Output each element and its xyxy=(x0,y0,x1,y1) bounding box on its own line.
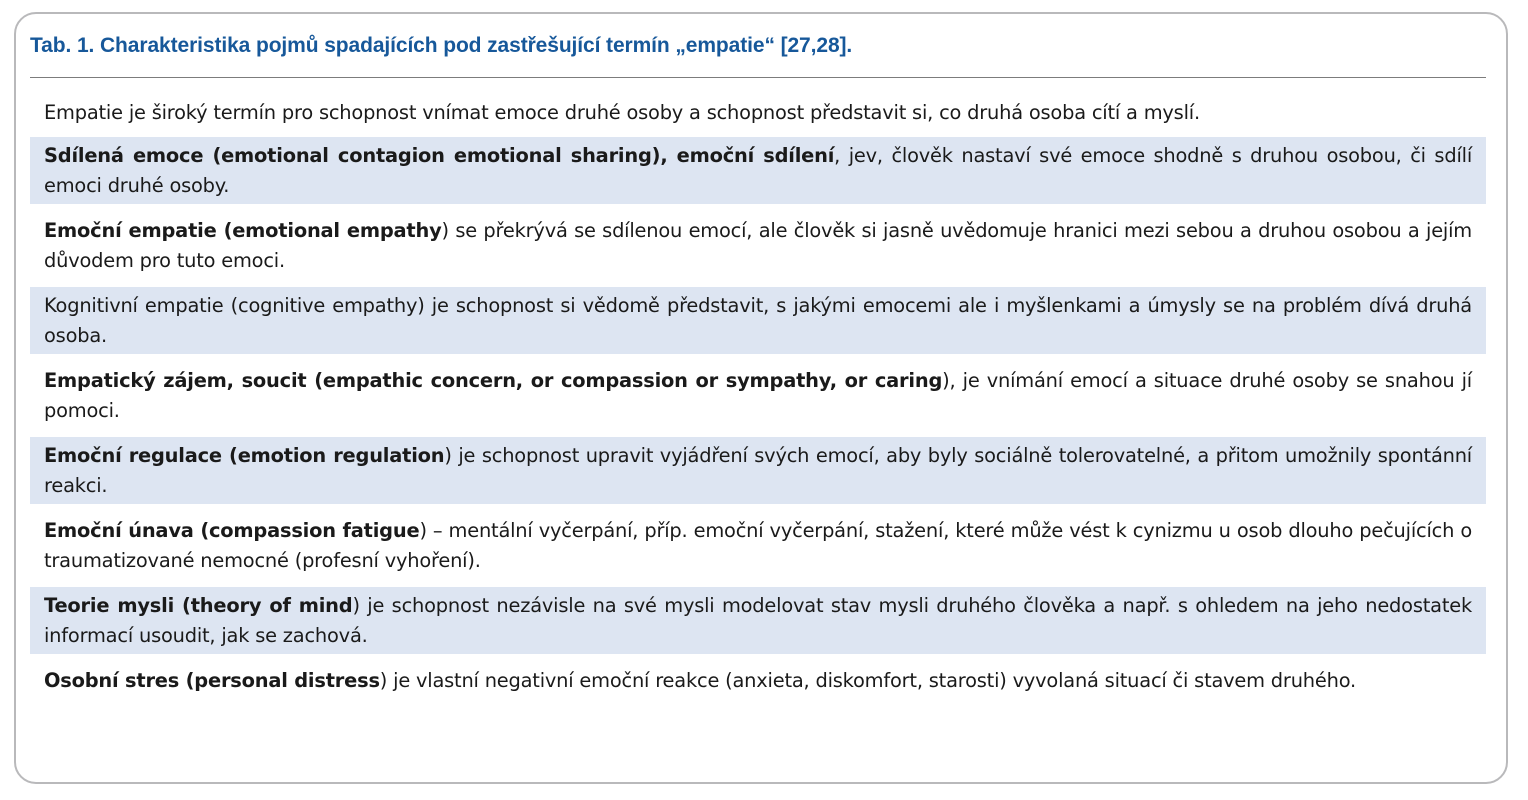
table-row xyxy=(30,97,1486,129)
table-row xyxy=(30,137,1486,204)
table-caption: Tab. 1. Charakteristika pojmů spadajících pod zastřešující termín „empatie“ [27,28]. xyxy=(30,34,853,57)
row-text: ) – mentální vyčerpání, příp. emoční vyčerpání, stažení, které může vést k cynizmu u osob dlouho pečujících o traumatizované nemocné (profesní vyhoření). xyxy=(44,519,1473,572)
term-bold: Osobní stres (personal distress xyxy=(44,669,380,692)
table-row xyxy=(30,662,1486,729)
row-text: Kognitivní empatie (cognitive empathy) je schopnost si vědomě představit, s jakými emocemi ale i myšlenkami a úmysly se na problém dívá druhá osoba. xyxy=(44,294,1472,347)
term-bold: Emoční empatie (emotional empathy xyxy=(44,219,442,242)
table-row xyxy=(30,362,1486,429)
caption-divider xyxy=(30,77,1486,78)
row-text: ), je vnímání emocí a situace druhé osoby se snahou jí pomoci. xyxy=(44,369,1472,422)
table-row xyxy=(30,587,1486,654)
term-bold: Empatický zájem, soucit (empathic concern, or compassion or sympathy, or caring xyxy=(44,369,943,392)
table-row xyxy=(30,437,1486,504)
row-text: ) je schopnost upravit vyjádření svých emocí, aby byly sociálně tolerovatelné, a přitom umožnily spontánní reakci. xyxy=(44,444,1472,497)
row-text: , jev, člověk nastaví své emoce shodně s druhou osobou, či sdílí emoci druhé osoby. xyxy=(44,144,1473,197)
term-bold: Teorie mysli (theory of mind xyxy=(44,594,353,617)
row-text: ) je vlastní negativní emoční reakce (anxieta, diskomfort, starosti) vyvolaná situací či stavem druhého. xyxy=(379,669,1356,692)
table-row xyxy=(30,212,1486,279)
row-text: Empatie je široký termín pro schopnost vnímat emoce druhé osoby a schopnost představit si, co druhá osoba cítí a myslí. xyxy=(44,101,1200,124)
row-text: ) se překrývá se sdílenou emocí, ale člověk si jasně uvědomuje hranici mezi sebou a druhou osobou a jejím důvodem pro tuto emoci. xyxy=(44,219,1472,272)
term-bold: Sdílená emoce (emotional contagion emotional sharing), emoční sdílení xyxy=(44,144,835,167)
table-row xyxy=(30,512,1486,579)
term-bold: Emoční únava (compassion fatigue xyxy=(44,519,420,542)
table-body xyxy=(30,97,1486,737)
table-row xyxy=(30,287,1486,354)
row-text: ) je schopnost nezávisle na své mysli modelovat stav mysli druhého člověka a např. s ohledem na jeho nedostatek informací usoudit, jak se zachová. xyxy=(44,594,1472,647)
term-bold: Emoční regulace (emotion regulation xyxy=(44,444,445,467)
